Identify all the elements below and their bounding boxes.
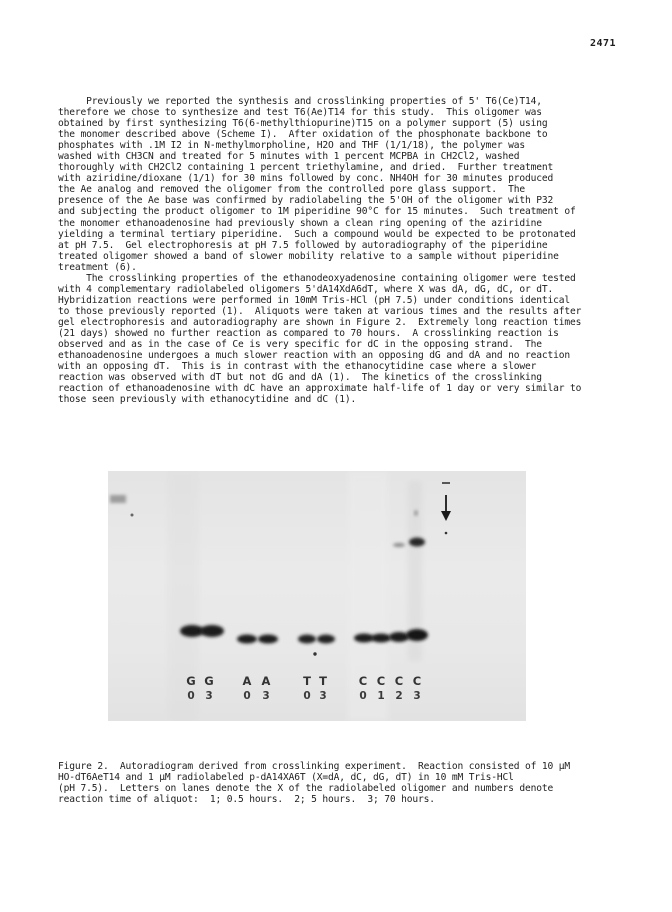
body-line: presence of the Ae base was confirmed by radiolabeling the 5'OH of the oligomer with P32: [58, 195, 554, 207]
body-line: gel electrophoresis and autoradiography are shown in Figure 2. Extremely long reaction times: [58, 316, 582, 328]
body-text: [58, 96, 628, 405]
lane-time: 0: [187, 690, 195, 702]
lane-label: A: [242, 674, 252, 688]
body-line: treatment (6).: [58, 261, 137, 273]
body-line: The crosslinking properties of the ethanodeoxyadenosine containing oligomer were tested: [58, 272, 576, 284]
body-line: at pH 7.5. Gel electrophoresis at pH 7.5 followed by autoradiography of the piperidine: [58, 239, 548, 251]
lane-label: C: [376, 674, 386, 688]
band-c1: [371, 634, 391, 643]
body-line: yielding a terminal tertiary piperidine. Such a compound would be expected to be protonated: [58, 228, 576, 240]
body-line: thoroughly with CH2Cl2 containing 1 percent triethylamine, and dried. Further treatment: [58, 162, 554, 174]
body-line: the monomer described above (Scheme I). After oxidation of the phosphonate backbone to: [58, 129, 548, 141]
band-t0: [298, 635, 316, 644]
lane-time: 1: [377, 690, 385, 702]
body-line: the Ae analog and removed the oligomer from the controlled pore glass support. The: [58, 184, 525, 196]
band-t3: [317, 635, 335, 644]
body-line: with 4 complementary radiolabeled oligomers 5'dA14XdA6dT, where X was dA, dG, dC, or dT.: [58, 283, 554, 295]
lane-label: A: [261, 674, 271, 688]
band-a3: [258, 635, 278, 644]
band-a0: [237, 635, 257, 644]
body-line: therefore we chose to synthesize and test T6(Ae)T14 for this study. This oligomer was: [58, 107, 542, 119]
lane-label: G: [204, 674, 214, 688]
gel-smear: [414, 510, 418, 516]
body-line: obtained by first synthesizing T6(6-methylthiopurine)T15 on a polymer support (5) using: [58, 118, 548, 130]
crosslink-band-c2: [393, 543, 405, 547]
lane-time: 3: [319, 690, 327, 702]
arrow-down-icon: [441, 483, 451, 521]
band-c2: [389, 632, 409, 642]
lane-time: 0: [303, 690, 311, 702]
body-line: the monomer ethanoadenosine had previously shown a clean ring opening of the aziridine: [58, 217, 542, 229]
figure-caption: [58, 761, 638, 805]
lane-time: 3: [205, 690, 213, 702]
body-line: those seen previously with ethanocytidine and dC (1).: [58, 394, 357, 406]
caption-line: Figure 2. Autoradiogram derived from crosslinking experiment. Reaction consisted of 10 µM: [58, 761, 570, 772]
band-g3: [200, 625, 224, 637]
lane-time: 3: [413, 690, 421, 702]
gel-autoradiogram: [108, 471, 526, 721]
body-line: to those previously reported (1). Aliquots were taken at various times and the results after: [58, 305, 582, 317]
body-line: Hybridization reactions were performed in 10mM Tris-HCl (pH 7.5) under conditions identical: [58, 294, 570, 306]
body-line: Previously we reported the synthesis and crosslinking properties of 5' T6(Ce)T14,: [58, 96, 542, 107]
band-c3: [406, 629, 428, 641]
body-line: with aziridine/dioxane (1/1) for 30 mins followed by conc. NH4OH for 30 minutes produced: [58, 173, 554, 185]
gel-speck: [313, 652, 316, 655]
caption-line: (pH 7.5). Letters on lanes denote the X of the radiolabeled oligomer and numbers denote: [58, 783, 554, 795]
body-line: ethanoadenosine undergoes a much slower reaction with an opposing dG and dA and no reaction: [58, 350, 570, 362]
body-line: treated oligomer showed a band of slower mobility relative to a sample without piperidine: [58, 250, 559, 262]
lane-label: T: [303, 674, 311, 688]
lane-label: T: [319, 674, 327, 688]
gel-speck: [445, 532, 448, 535]
lane-label: C: [412, 674, 422, 688]
body-line: reaction was observed with dT but not dG and dA (1). The kinetics of the crosslinking: [58, 372, 542, 384]
lane-time: 0: [359, 690, 367, 702]
caption-line: HO-dT6AeT14 and 1 µM radiolabeled p-dA14XA6T (X=dA, dC, dG, dT) in 10 mM Tris-HCl: [58, 772, 514, 784]
body-line: with an opposing dT. This is in contrast with the ethanocytidine case where a slower: [58, 361, 537, 373]
body-line: observed and as in the case of Ce is very specific for dC in the opposing strand. The: [58, 339, 542, 351]
lane-label: G: [186, 674, 196, 688]
gel-well-mark: [110, 495, 126, 503]
gel-speck: [131, 514, 134, 517]
lane-time: 3: [262, 690, 270, 702]
lane-label: C: [394, 674, 404, 688]
caption-line: reaction time of aliquot: 1; 0.5 hours. 2; 5 hours. 3; 70 hours.: [58, 794, 435, 806]
lane-time: 0: [243, 690, 251, 702]
body-line: reaction of ethanoadenosine with dC have an approximate half-life of 1 day or very similar to: [58, 383, 582, 395]
page-number: 2471: [590, 38, 617, 49]
lane-label: C: [358, 674, 368, 688]
body-line: phosphates with .1M I2 in N-methylmorpholine, H2O and THF (1/1/18), the polymer was: [58, 140, 525, 152]
body-line: and subjecting the product oligomer to 1M piperidine 90°C for 15 minutes. Such treatment of: [58, 206, 576, 218]
body-line: (21 days) showed no further reaction as compared to 70 hours. A crosslinking reaction is: [58, 327, 559, 339]
crosslink-band-c3: [409, 538, 425, 547]
body-line: washed with CH3CN and treated for 5 minutes with 1 percent MCPBA in CH2Cl2, washed: [58, 151, 520, 163]
lane-time: 2: [395, 690, 403, 702]
